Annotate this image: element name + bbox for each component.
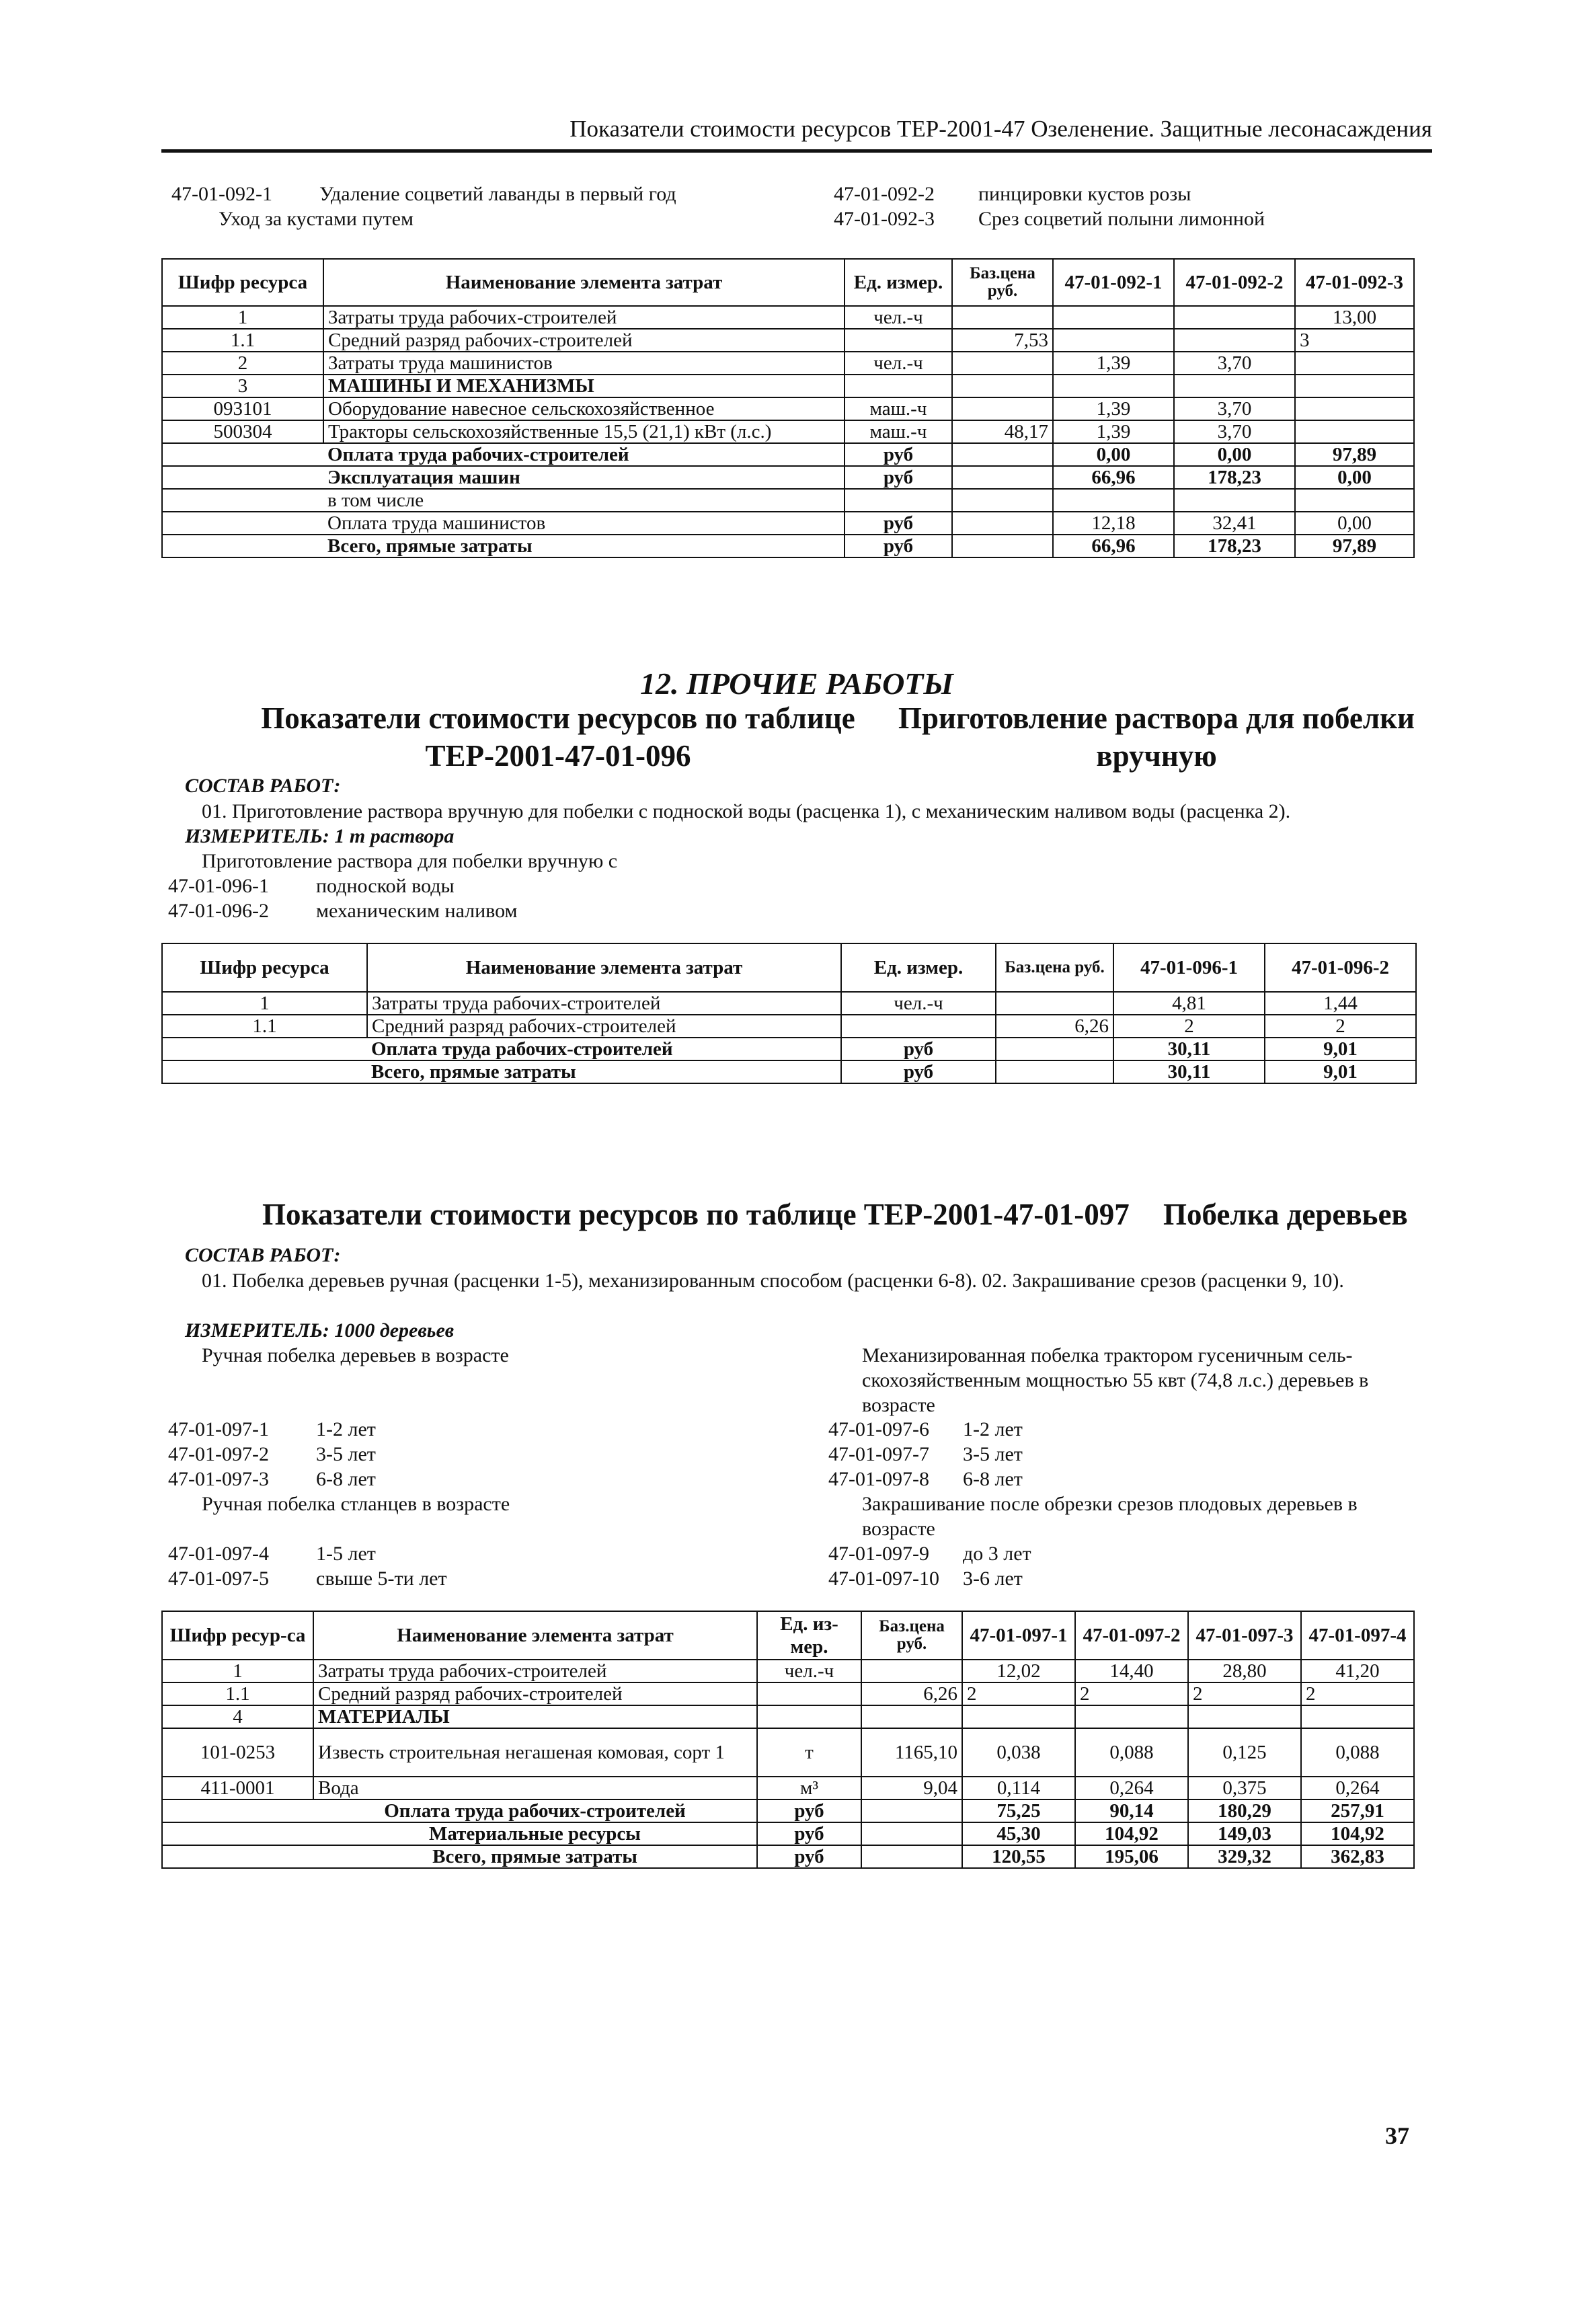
totals-row: Материальные ресурсы руб 45,30 104,92 149,03 104,92	[162, 1822, 1414, 1845]
table-row: 4 МАТЕРИАЛЫ	[162, 1705, 1414, 1728]
t097-left-head2: Ручная побелка стланцев в возрасте	[202, 1493, 510, 1515]
table-row: 411-0001 Вода м³ 9,04 0,114 0,264 0,375 0,264	[162, 1777, 1414, 1799]
col-header: Баз.цена руб.	[952, 259, 1053, 306]
totals-row: в том числе	[162, 489, 1414, 512]
col-header: 47-01-097-4	[1301, 1611, 1414, 1660]
table-row: 3 МАШИНЫ И МЕХАНИЗМЫ	[162, 375, 1414, 397]
col-header: Баз.цена руб.	[861, 1611, 962, 1660]
totals-row: Эксплуатация машин руб 66,96 178,23 0,00	[162, 466, 1414, 489]
col-header: 47-01-092-2	[1174, 259, 1295, 306]
col-header: Баз.цена руб.	[996, 943, 1113, 992]
col-header: 47-01-096-1	[1113, 943, 1265, 992]
running-header: Показатели стоимости ресурсов ТЕР-2001-47 Озеленение. Защитные лесонасаждения	[570, 116, 1432, 142]
col-header: Наименование элемента затрат	[323, 259, 845, 306]
t097-title-right: Побелка деревьев	[1163, 1198, 1408, 1231]
totals-row: Всего, прямые затраты руб 30,11 9,01	[162, 1060, 1416, 1083]
table-row: 1.1 Средний разряд рабочих-строителей 6,26 2 2	[162, 1015, 1416, 1038]
col-header: 47-01-092-3	[1295, 259, 1414, 306]
table-row: 093101 Оборудование навесное сельскохозяйственное маш.-ч 1,39 3,70	[162, 397, 1414, 420]
header-rule	[161, 149, 1432, 153]
totals-row: Оплата труда машинистов руб 12,18 32,41 0,00	[162, 512, 1414, 535]
t096-intro: Приготовление раствора для побелки вручную с	[202, 850, 618, 872]
totals-row: Всего, прямые затраты руб 66,96 178,23 97,89	[162, 535, 1414, 557]
t097-right-items2: 47-01-097-9 до 3 лет 47-01-097-10 3-6 лет	[828, 1543, 1031, 1590]
t097-right-items1: 47-01-097-6 1-2 лет 47-01-097-7 3-5 лет 47-01-097-8 6-8 лет	[828, 1418, 1023, 1490]
block1-left-list: 47-01-092-1 Удаление соцветий лаванды в первый год Уход за кустами путем	[171, 183, 676, 230]
col-header: Шифр ресур-са	[162, 1611, 313, 1660]
t096-items: 47-01-096-1 подноской воды 47-01-096-2 механическим наливом	[168, 875, 518, 922]
t096-sostav-label: СОСТАВ РАБОТ:	[185, 775, 341, 797]
t097-right-head2: Закрашивание после обрезки срезов плодовых деревьев в возрасте	[862, 1493, 1358, 1540]
totals-row: Всего, прямые затраты руб 120,55 195,06 329,32 362,83	[162, 1845, 1414, 1868]
col-header: Шифр ресурса	[162, 943, 367, 992]
page-number: 37	[1385, 2122, 1409, 2149]
t097-left-items1: 47-01-097-1 1-2 лет 47-01-097-2 3-5 лет 47-01-097-3 6-8 лет	[168, 1418, 376, 1490]
totals-row: Оплата труда рабочих-строителей руб 30,11 9,01	[162, 1038, 1416, 1060]
t096-meter: ИЗМЕРИТЕЛЬ: 1 т раствора	[185, 825, 455, 847]
t097-left-items2: 47-01-097-4 1-5 лет 47-01-097-5 свыше 5-ти лет	[168, 1543, 447, 1590]
col-header: 47-01-097-3	[1188, 1611, 1301, 1660]
col-header: 47-01-096-2	[1265, 943, 1416, 992]
t097-sostav-label: СОСТАВ РАБОТ:	[185, 1244, 341, 1266]
t097-left-head1: Ручная побелка деревьев в возрасте	[202, 1344, 509, 1366]
col-header: Наименование элемента затрат	[313, 1611, 757, 1660]
col-header: 47-01-097-1	[962, 1611, 1075, 1660]
t097-meter: ИЗМЕРИТЕЛЬ: 1000 деревьев	[185, 1319, 455, 1342]
col-header: Шифр ресурса	[162, 259, 323, 306]
table-row: 500304 Тракторы сельскохозяйственные 15,5 (21,1) кВт (л.с.) маш.-ч 48,17 1,39 3,70	[162, 420, 1414, 443]
table-row: 1 Затраты труда рабочих-строителей чел.-ч 4,81 1,44	[162, 992, 1416, 1015]
t097-title-left: Показатели стоимости ресурсов по таблице ТЕР-2001-47-01-097	[262, 1198, 1130, 1231]
section-title: 12. ПРОЧИЕ РАБОТЫ	[640, 666, 953, 701]
table-092	[161, 258, 1415, 558]
t097-right-head1: Механизированная побелка трактором гусеничным сель-скохозяйственным мощностью 55 квт (74,8 л.с.) деревьев в возрасте	[862, 1344, 1369, 1416]
totals-row: Оплата труда рабочих-строителей руб 0,00 0,00 97,89	[162, 443, 1414, 466]
col-header: Ед. из-мер.	[757, 1611, 861, 1660]
t096-title-left: Показатели стоимости ресурсов по таблице ТЕР-2001-47-01-096	[261, 701, 855, 773]
t096-sostav-text: 01. Приготовление раствора вручную для побелки с подноской воды (расценка 1), с механическим наливом воды (расценка 2).	[202, 800, 1291, 822]
table-row: 1 Затраты труда рабочих-строителей чел.-ч 12,02 14,40 28,80 41,20	[162, 1660, 1414, 1682]
t097-sostav-text: 01. Побелка деревьев ручная (расценки 1-5), механизированным способом (расценки 6-8). 02. Закрашивание срезов (расценки 9, 10).	[202, 1270, 1344, 1292]
totals-row: Оплата труда рабочих-строителей руб 75,25 90,14 180,29 257,91	[162, 1799, 1414, 1822]
t096-title-right: Приготовление раствора для побелки вручную	[898, 701, 1415, 773]
table-row: 1 Затраты труда рабочих-строителей чел.-ч 13,00	[162, 306, 1414, 329]
col-header: Ед. измер.	[841, 943, 996, 992]
table-row: 1.1 Средний разряд рабочих-строителей 7,53 3	[162, 329, 1414, 352]
col-header: Ед. измер.	[845, 259, 952, 306]
block1-right-list: 47-01-092-2 пинцировки кустов розы 47-01-092-3 Срез соцветий полыни лимонной	[834, 183, 1265, 230]
table-row: 1.1 Средний разряд рабочих-строителей 6,26 2 2 2 2	[162, 1682, 1414, 1705]
table-096	[161, 943, 1417, 1084]
table-row: 101-0253 Известь строительная негашеная комовая, сорт 1 т 1165,10 0,038 0,088 0,125 0,088	[162, 1728, 1414, 1777]
col-header: 47-01-092-1	[1053, 259, 1174, 306]
table-row: 2 Затраты труда машинистов чел.-ч 1,39 3,70	[162, 352, 1414, 375]
col-header: Наименование элемента затрат	[367, 943, 841, 992]
table-097	[161, 1611, 1415, 1869]
col-header: 47-01-097-2	[1075, 1611, 1188, 1660]
